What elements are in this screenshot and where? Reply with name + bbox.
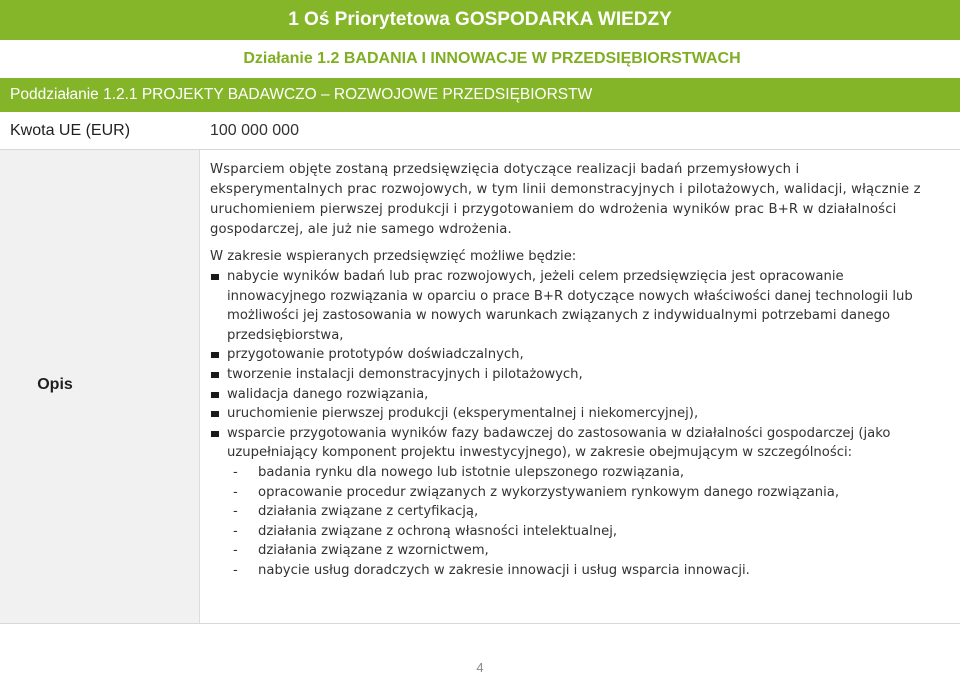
list-item bbox=[210, 365, 922, 385]
budget-label: Kwota UE (EUR) bbox=[10, 122, 131, 139]
list-item bbox=[210, 267, 922, 345]
list-item bbox=[210, 345, 922, 365]
description-row bbox=[0, 150, 960, 624]
list-item bbox=[210, 404, 922, 424]
bullet-text: uruchomienie pierwszej produkcji (eksperymentalnej i niekomercyjnej), bbox=[227, 406, 699, 422]
budget-row bbox=[0, 112, 960, 150]
square-bullet-icon bbox=[211, 392, 219, 398]
list-item bbox=[210, 424, 922, 463]
sub-list-item bbox=[210, 502, 922, 522]
sub-list-item bbox=[210, 541, 922, 561]
sub-item-text: działania związane z ochroną własności intelektualnej, bbox=[258, 523, 618, 539]
sub-item-text: działania związane z wzornictwem, bbox=[258, 543, 489, 559]
action-header bbox=[0, 40, 960, 78]
dash-bullet-icon: - bbox=[233, 543, 238, 559]
bullet-text: przygotowanie prototypów doświadczalnych, bbox=[227, 347, 524, 363]
sub-item-text: nabycie usług doradczych w zakresie innowacji i usług wsparcia innowacji. bbox=[258, 562, 750, 578]
description-label-cell bbox=[0, 150, 200, 623]
square-bullet-icon bbox=[211, 431, 219, 437]
budget-value: 100 000 000 bbox=[210, 122, 299, 139]
description-content bbox=[210, 160, 922, 581]
dash-bullet-icon: - bbox=[233, 464, 238, 480]
square-bullet-icon bbox=[211, 411, 219, 417]
sub-list-item bbox=[210, 483, 922, 503]
bullet-text: tworzenie instalacji demonstracyjnych i pilotażowych, bbox=[227, 366, 583, 382]
description-label: Opis bbox=[37, 376, 73, 393]
sub-item-text: opracowanie procedur związanych z wykorzystywaniem rynkowym danego rozwiązania, bbox=[258, 484, 840, 500]
dash-bullet-icon: - bbox=[233, 504, 238, 520]
sub-item-text: działania związane z certyfikacją, bbox=[258, 504, 479, 520]
list-item bbox=[210, 385, 922, 405]
dash-bullet-icon: - bbox=[233, 523, 238, 539]
bullet-text: nabycie wyników badań lub prac rozwojowych, jeżeli celem przedsięwzięcia jest opracowanie innowacyjnego rozwiązania w oparciu o prace B+R dotyczące nowych właściwości danej technologii lub możliwości jej zastosowania w nowych warunkach związanych z indywidualnymi potrzebami danego przedsiębiorstwa, bbox=[227, 269, 913, 343]
dash-bullet-icon: - bbox=[233, 484, 238, 500]
sub-item-text: badania rynku dla nowego lub istotnie ulepszonego rozwiązania, bbox=[258, 464, 685, 480]
subaction-header: Poddziałanie 1.2.1 PROJEKTY BADAWCZO – ROZWOJOWE PRZEDSIĘBIORSTW bbox=[0, 78, 960, 112]
action-number: Działanie 1.2 bbox=[243, 50, 340, 67]
scope-heading: W zakresie wspieranych przedsięwzięć możliwe będzie: bbox=[210, 249, 577, 264]
square-bullet-icon bbox=[211, 372, 219, 378]
action-title: BADANIA I INNOWACJE W PRZEDSIĘBIORSTWACH bbox=[343, 50, 741, 67]
dash-bullet-icon: - bbox=[233, 562, 238, 578]
bullet-list bbox=[210, 267, 922, 463]
square-bullet-icon bbox=[211, 274, 219, 280]
page-number: 4 bbox=[476, 660, 484, 675]
sub-list-item bbox=[210, 463, 922, 483]
bullet-text: walidacja danego rozwiązania, bbox=[227, 386, 429, 402]
priority-header: 1 Oś Priorytetowa GOSPODARKA WIEDZY bbox=[0, 0, 960, 40]
sub-list-item bbox=[210, 561, 922, 581]
square-bullet-icon bbox=[211, 352, 219, 358]
sub-list bbox=[210, 463, 922, 581]
intro-paragraph: Wsparciem objęte zostaną przedsięwzięcia dotyczące realizacji badań przemysłowych i eksperymentalnych prac rozwojowych, w tym linii demonstracyjnych i pilotażowych, walidacji, włącznie z uruchomieniem pierwszej produkcji i przygotowaniem do wdrożenia wyników prac B+R w działalności gospodarczej, ale już nie samego wdrożenia. bbox=[210, 162, 921, 237]
sub-list-item bbox=[210, 522, 922, 542]
bullet-text: wsparcie przygotowania wyników fazy badawczej do zastosowania w działalności gospodarczej (jako uzupełniający komponent projektu inwestycyjnego), w zakresie obejmującym w szczególności: bbox=[227, 425, 891, 461]
